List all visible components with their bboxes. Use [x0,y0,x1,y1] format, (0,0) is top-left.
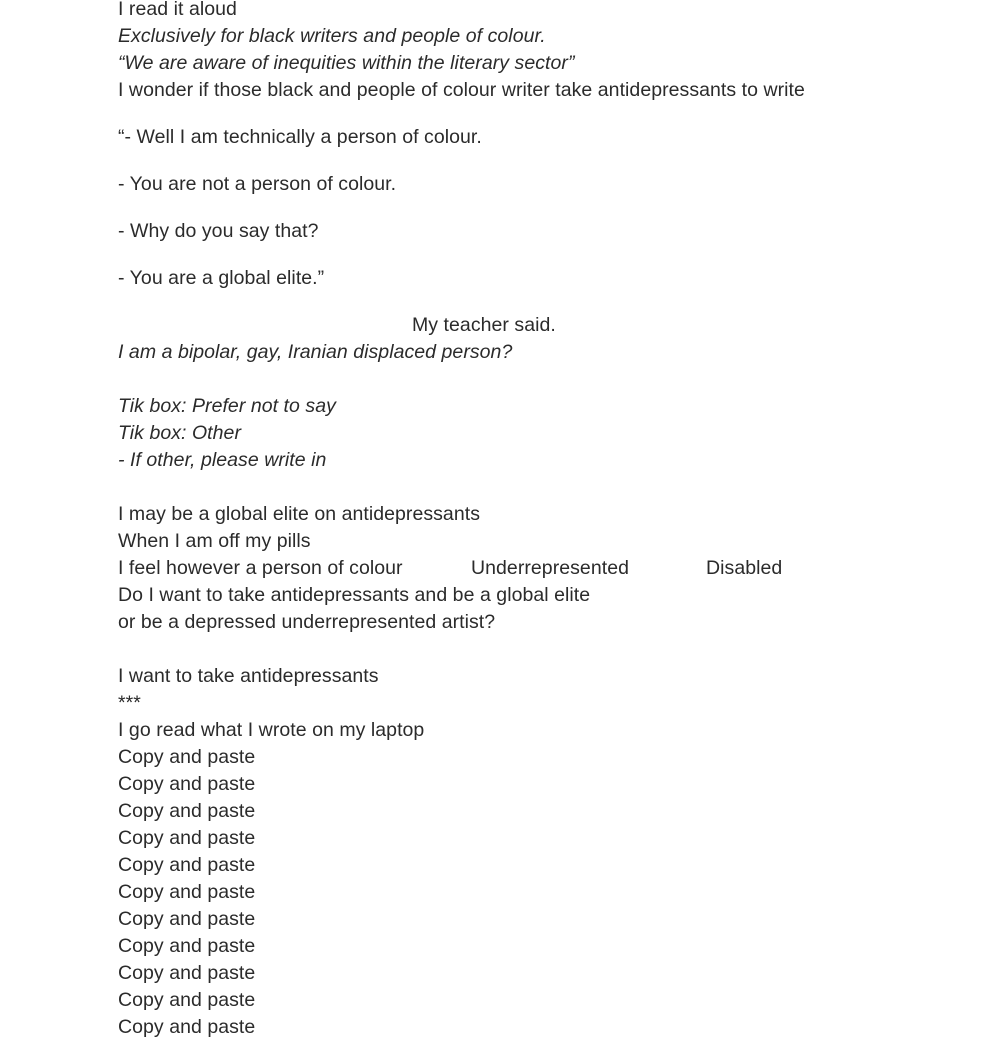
copy-paste-line: Copy and paste [118,908,256,930]
copy-paste-line: Copy and paste [118,935,256,957]
copy-paste-line: Copy and paste [118,746,256,768]
reflection-line-1: I may be a global elite on antidepressants [118,503,480,525]
document-body [118,0,978,1041]
separator-line: *** [118,692,141,714]
identity-question-line: I am a bipolar, gay, Iranian displaced person? [118,341,513,363]
copy-paste-line: Copy and paste [118,800,256,822]
reflection-line-3-part-b: Underrepresented [471,557,629,579]
reflection-line-3-part-c: Disabled [706,557,783,579]
copy-paste-line: Copy and paste [118,773,256,795]
copy-paste-line: Copy and paste [118,962,256,984]
dialogue-line-2: - You are not a person of colour. [118,173,397,195]
intro-line-4: I wonder if those black and people of colour writer take antidepressants to write [118,79,805,101]
dialogue-line-3: - Why do you say that? [118,220,319,242]
intro-line-3: “We are aware of inequities within the literary sector” [118,52,575,74]
form-line-2: Tik box: Other [118,422,241,444]
copy-paste-line: Copy and paste [118,881,256,903]
decision-line: I want to take antidepressants [118,665,379,687]
teacher-said-line: My teacher said. [412,314,556,336]
dialogue-line-4: - You are a global elite.” [118,267,325,289]
reflection-line-5: or be a depressed underrepresented artist? [118,611,496,633]
copy-paste-line: Copy and paste [118,989,256,1011]
intro-line-1: I read it aloud [118,0,237,20]
reflection-line-3 [118,555,978,582]
form-line-3: - If other, please write in [118,449,327,471]
copy-paste-line: Copy and paste [118,854,256,876]
intro-line-2: Exclusively for black writers and people of colour. [118,25,546,47]
reflection-line-2: When I am off my pills [118,530,311,552]
dialogue-line-1: “- Well I am technically a person of colour. [118,126,482,148]
copy-paste-line: Copy and paste [118,1016,256,1038]
laptop-line: I go read what I wrote on my laptop [118,719,425,741]
reflection-line-3-part-a: I feel however a person of colour [118,557,403,579]
copy-paste-line: Copy and paste [118,827,256,849]
reflection-line-4: Do I want to take antidepressants and be a global elite [118,584,591,606]
form-line-1: Tik box: Prefer not to say [118,395,336,417]
